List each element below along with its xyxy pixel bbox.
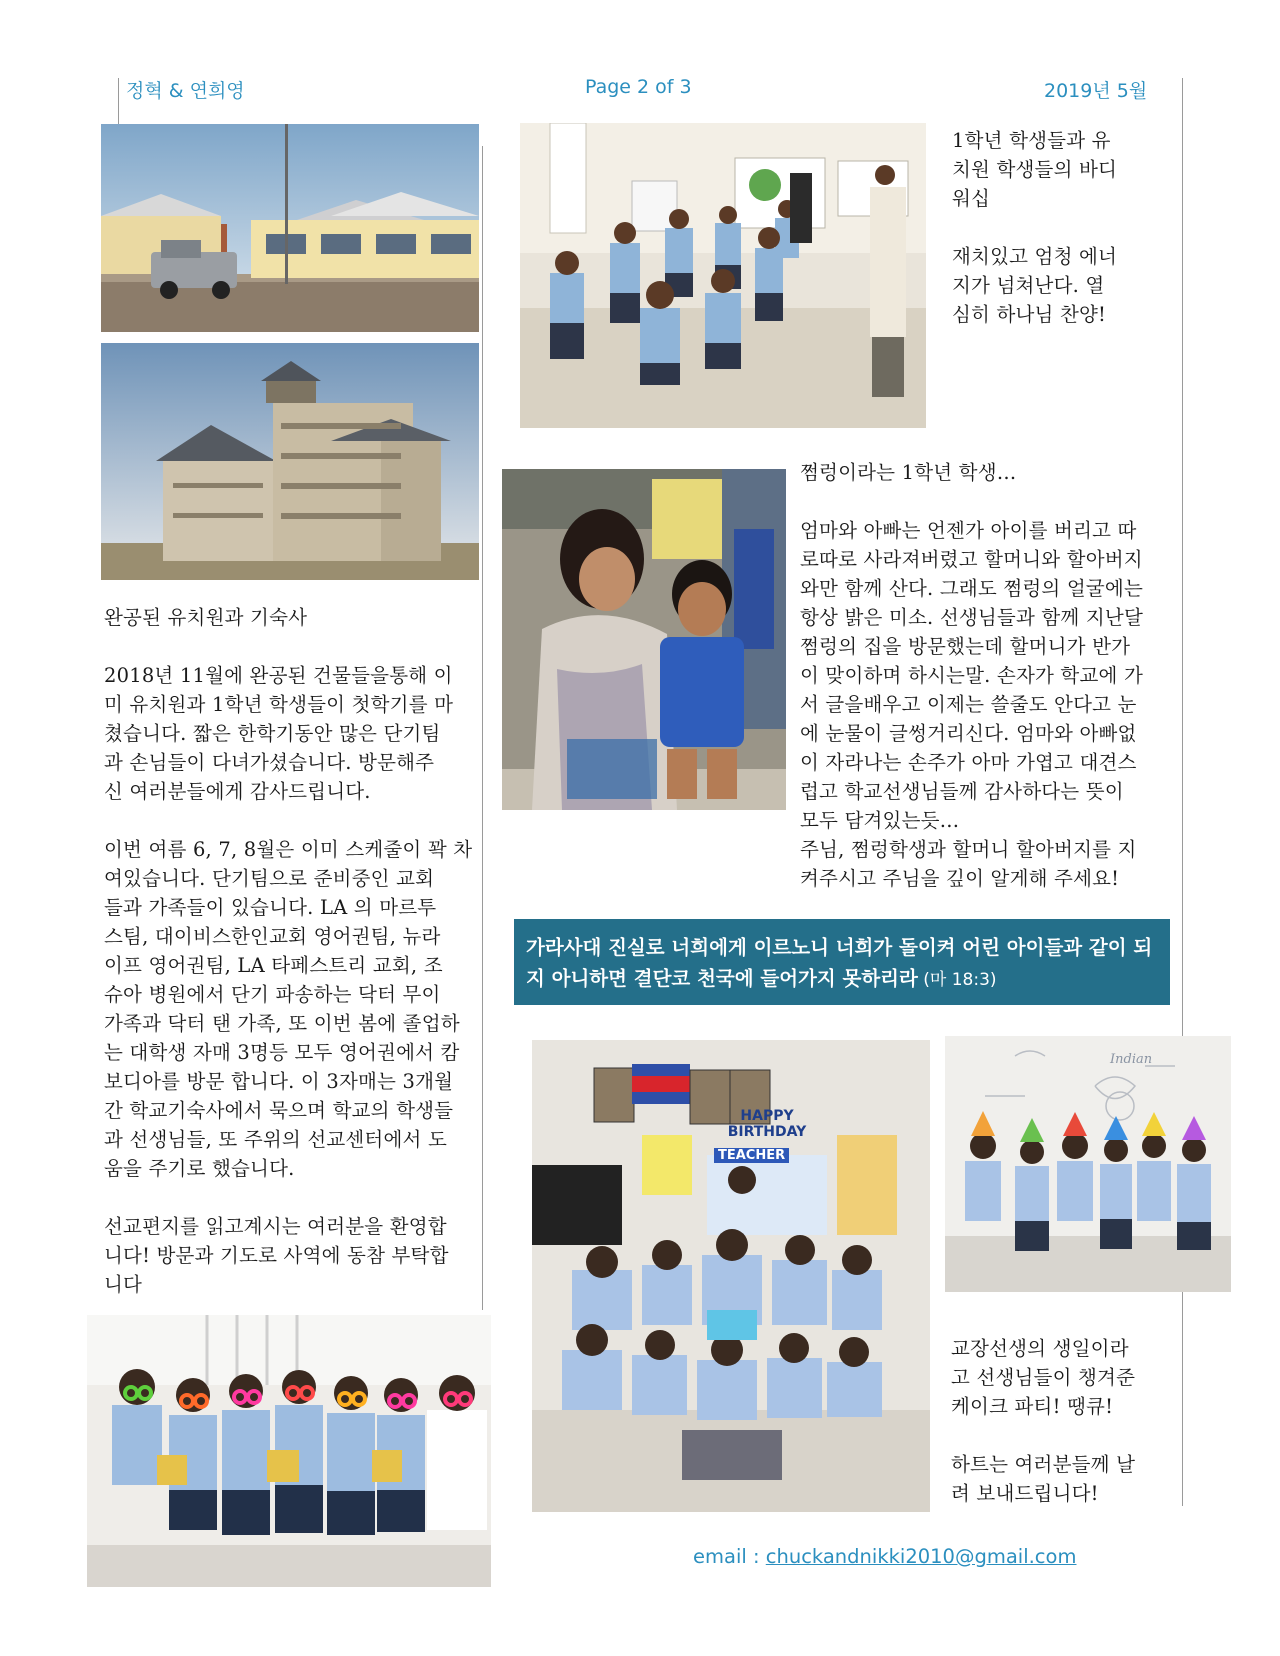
dormitory-building-photo (101, 343, 479, 580)
kindergarten-buildings-photo (101, 124, 479, 332)
birthday-party-group-photo (532, 1040, 930, 1512)
whiteboard-indian-text: Indian (1110, 1052, 1153, 1067)
scripture-quote-text: 가라사대 진실로 너희에게 이르노니 너희가 돌이켜 어린 아이들과 같이 되지 아니하면 결단코 천국에 들어가지 못하리라 (526, 936, 1153, 990)
birthday-caption: 교장선생의 생일이라 고 선생님들이 챙겨준 케이크 파티! 땡큐! 하트는 여러분들께 날 려 보내드립니다! (951, 1337, 1136, 1505)
body-worship-photo (520, 123, 926, 428)
students-with-glasses-photo (87, 1315, 491, 1587)
student-with-grandmother-photo (502, 469, 786, 810)
main-article-text: 완공된 유치원과 기숙사 2018년 11월에 완공된 건물들을통해 이 미 유치원과 1학년 학생들이 첫학기를 마 쳤습니다. 짧은 한학기동안 많은 단기팀 과 손님들이 다녀가셨습니다. 방문해주 신 여러분들에게 감사드립니다. 이번 여름 6, 7, 8월은 이미 스케줄이 꽉 차 여있습니다. 단기팀으로 준비중인 교회 들과 가족들이 있습니다. LA 의 마르투 스팀, 대이비스한인교회 영어권팀, 뉴라 이프 영어권팀, LA 타페스트리 교회, 조 슈아 병원에서 단기 파송하는 닥터 무이 가족과 닥터 탠 가족, 또 이번 봄에 졸업하 는 대학생 자매 3명등 모두 영어권에서 캄 보디아를 방문 합니다. 이 3자매는 3개월 간 학교기숙사에서 묵으며 학교의 학생들 과 선생님들, 또 주위의 선교센터에서 도 움을 주기로 했습니다. 선교편지를 읽고계시는 여러분을 환영합 니다! 방문과 기도로 사역에 동참 부탁합 니다 (104, 606, 473, 1296)
header-names: 정혁 & 연희영 (126, 80, 245, 102)
happy-birthday-poster: HAPPY BIRTHDAY (727, 1108, 807, 1140)
student-story-text: 쩜렁이라는 1학년 학생… 엄마와 아빠는 언젠가 아이를 버리고 따 로따로 사라져버렸고 할머니와 할아버지 와만 함께 산다. 그래도 쩜렁의 얼굴에는 항상 밝은 미소. 선생님들과 함께 지난달 쩜렁의 집을 방문했는데 할머니가 반가 이 맞이하며 하시는말. 손자가 학교에 가 서 글을배우고 이제는 쓸줄도 안다고 눈 에 눈물이 글썽거리신다. 엄마와 아빠없 이 자라나는 손주가 아마 가엽고 대견스 럽고 학교선생님들께 감사하다는 뜻이 모두 담겨있는듯… 주님, 쩜렁학생과 할머니 할아버지를 지 켜주시고 주님을 깊이 알게해 주세요! (800, 461, 1143, 890)
feather-headdress-students-photo (945, 1036, 1231, 1292)
header-date: 2019년 5월 (1044, 80, 1148, 102)
body-worship-caption: 1학년 학생들과 유 치원 학생들의 바디 워십 재치있고 엄청 에너 지가 넘쳐난다. 열 심히 하나님 찬양! (952, 129, 1118, 326)
header-page-number: Page 2 of 3 (585, 76, 692, 98)
teacher-poster-text: TEACHER (714, 1148, 789, 1163)
scripture-reference: (마 18:3) (917, 970, 997, 990)
email-label: email : (693, 1545, 766, 1568)
email-link[interactable]: chuckandnikki2010@gmail.com (765, 1545, 1077, 1568)
scripture-quote-box (514, 919, 1170, 1005)
footer-email (693, 1545, 1076, 1568)
